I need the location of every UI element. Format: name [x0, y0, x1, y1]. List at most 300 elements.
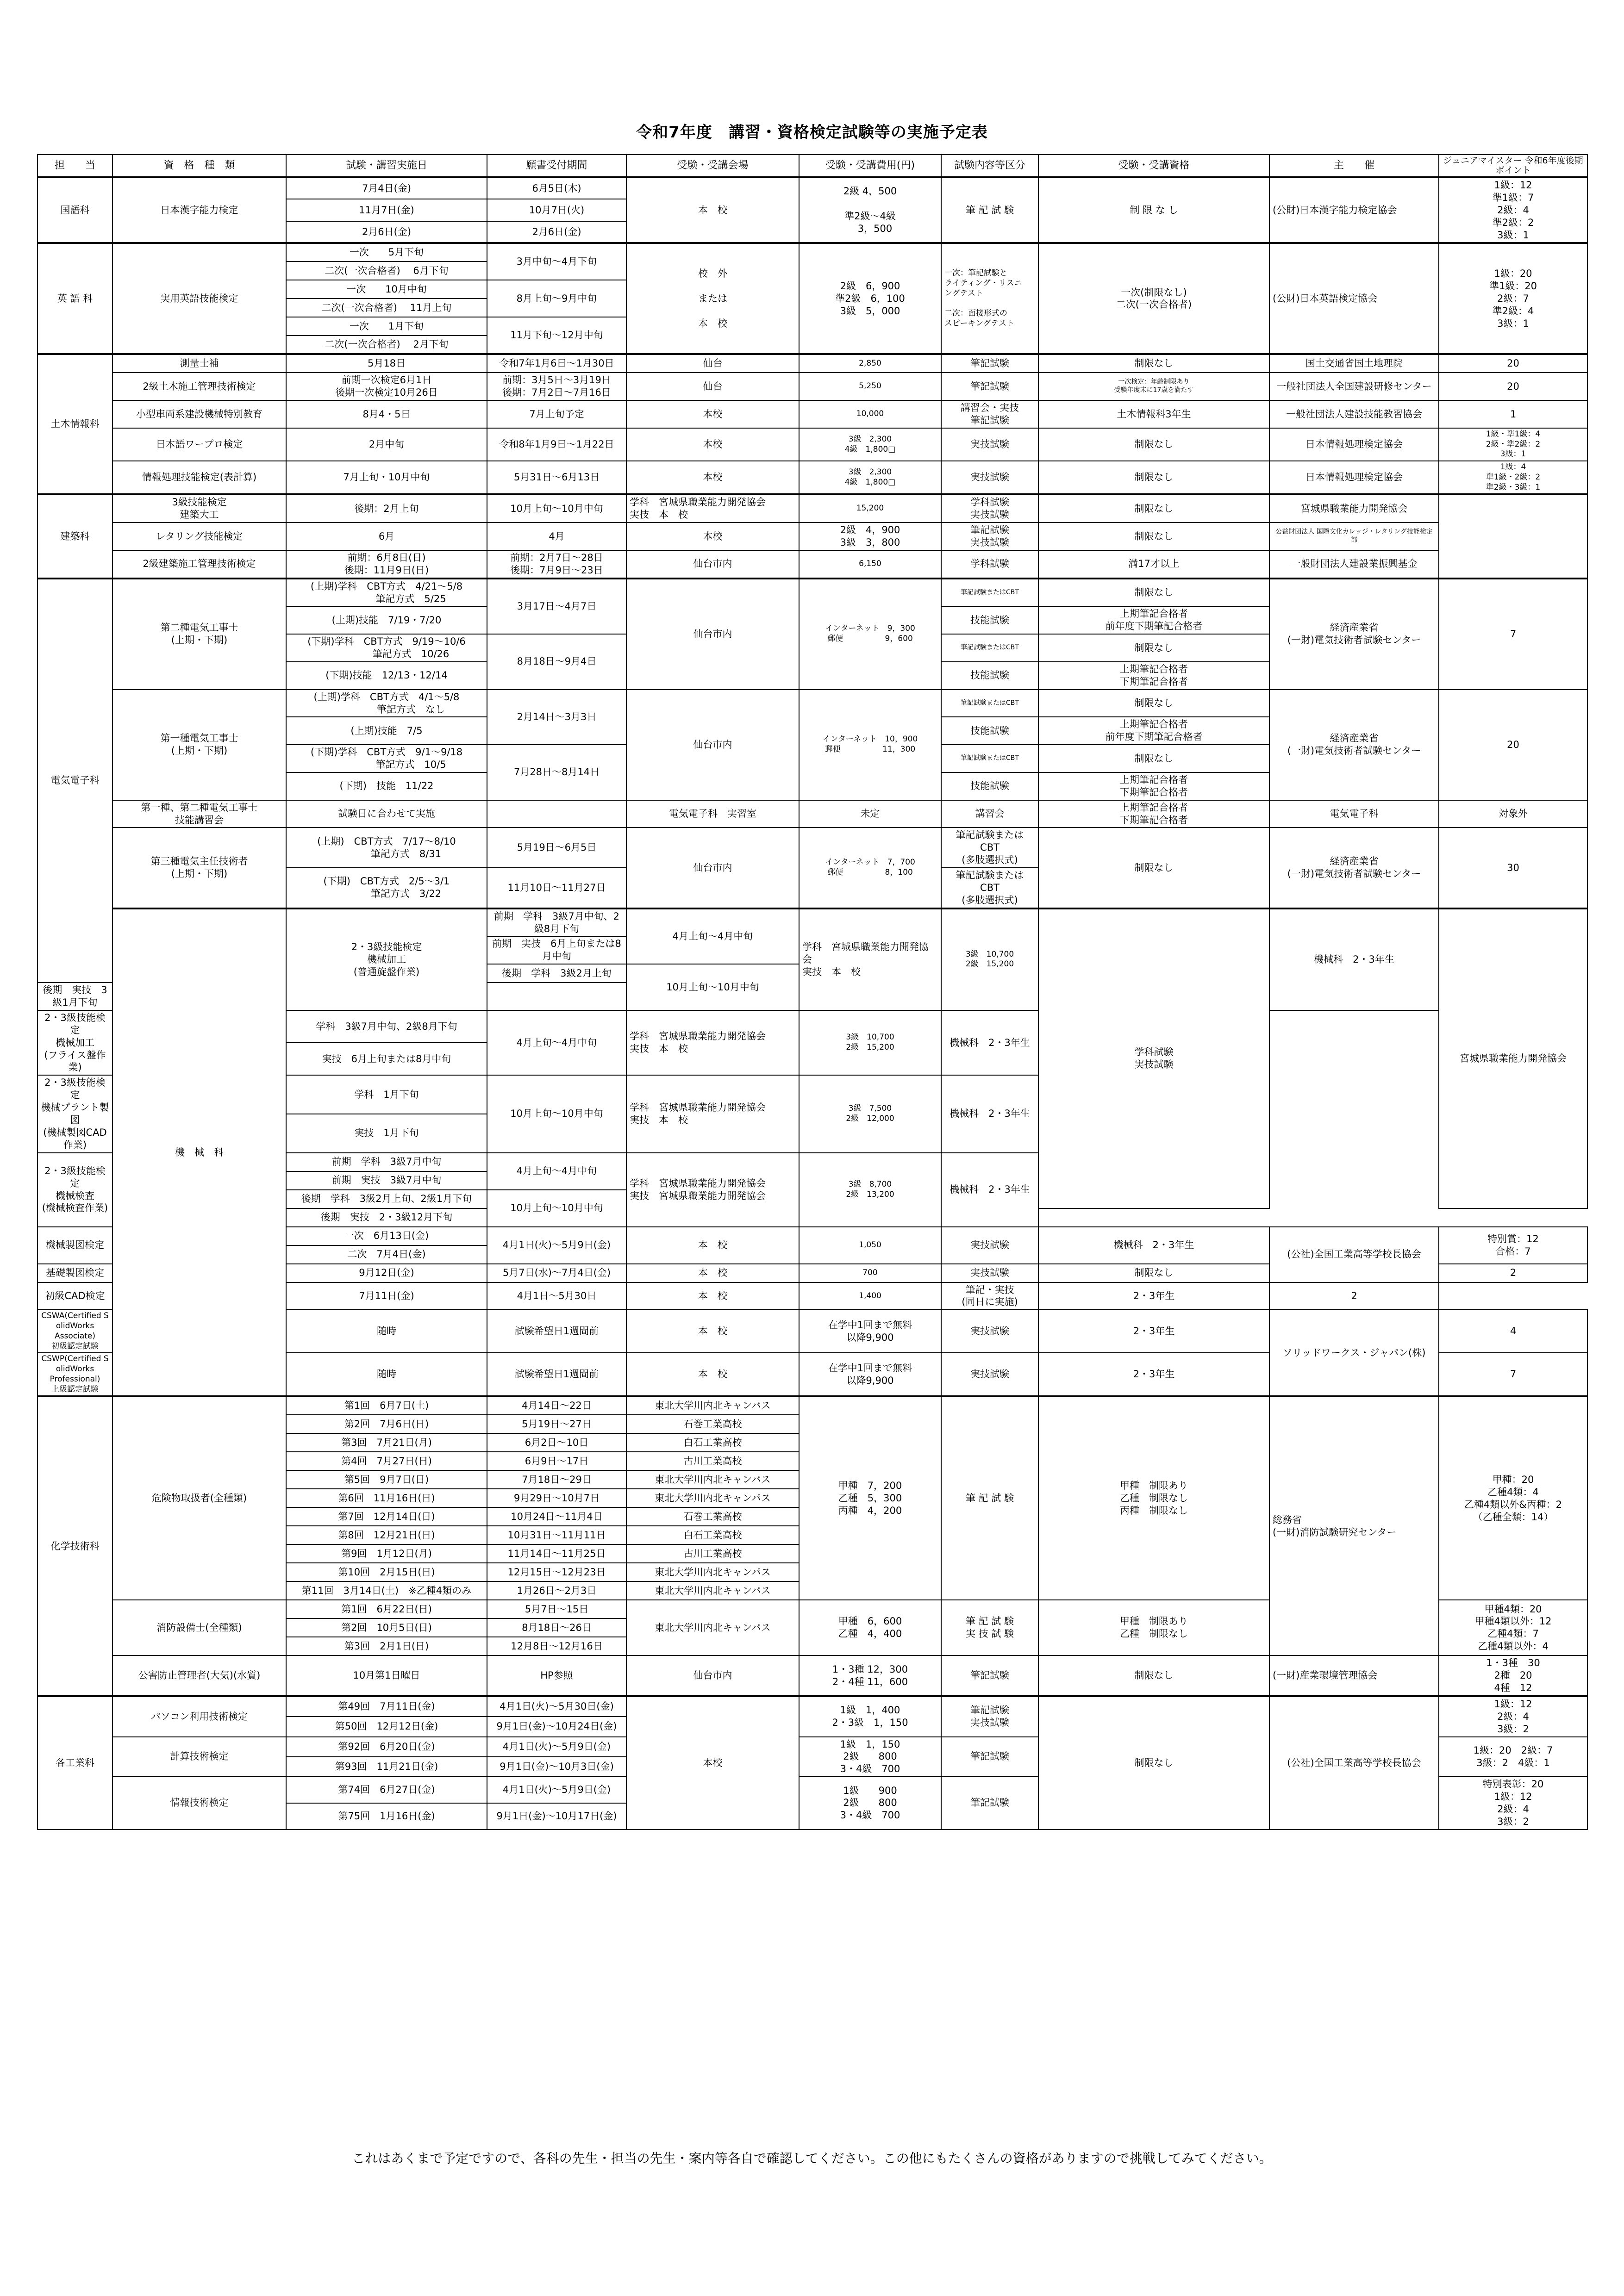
table-cell: 甲種 制限あり 乙種 制限なし 丙種 制限なし — [1038, 1396, 1269, 1600]
table-cell: 一次：筆記試験と ライティング・リスニ ングテスト 二次：面接形式の スピーキングテスト — [941, 243, 1038, 354]
table-cell: 10月第1日曜日 — [286, 1655, 487, 1696]
table-cell: 技能試験 — [941, 717, 1038, 745]
table-cell: 8月18日～9月4日 — [487, 634, 626, 690]
table-cell: 筆記試験またはCBT — [941, 745, 1038, 772]
table-cell: 上期筆記合格者 下期筆記合格者 — [1038, 662, 1269, 690]
table-cell: 6月 — [286, 523, 487, 550]
table-cell: 小型車両系建設機械特別教育 — [112, 400, 286, 428]
table-cell: 第二種電気工事士 (上期・下期) — [112, 579, 286, 690]
table-row — [37, 461, 1587, 494]
table-cell: 3級 8,700 2級 13,200 — [799, 1153, 941, 1227]
table-cell: 測量士補 — [112, 354, 286, 373]
table-cell: 本校 — [626, 1696, 799, 1829]
table-cell: 実技試験 — [941, 1264, 1038, 1282]
table-cell: 校 外 または 本 校 — [626, 243, 799, 354]
table-cell: 筆記試験または CBT (多肢選択式) — [941, 868, 1038, 908]
table-cell: 5月19日～27日 — [487, 1415, 626, 1433]
table-cell: 後期：2月上旬 — [286, 494, 487, 523]
table-cell: 第一種、第二種電気工事士 技能講習会 — [112, 800, 286, 828]
table-cell: 白石工業高校 — [626, 1526, 799, 1544]
header-cell: 受験・受講会場 — [626, 155, 799, 177]
table-cell: 技能試験 — [941, 662, 1038, 690]
table-cell: 試験希望日1週間前 — [487, 1353, 626, 1396]
table-cell: HP参照 — [487, 1655, 626, 1696]
table-cell: 6,150 — [799, 550, 941, 579]
table-cell: 上期筆記合格者 前年度下期筆記合格者 — [1038, 717, 1269, 745]
table-cell: 学科試験 実技試験 — [941, 494, 1038, 523]
header-cell: 受験・受講費用(円) — [799, 155, 941, 177]
table-cell: (上期) CBT方式 7/17～8/10 筆記方式 8/31 — [286, 828, 487, 868]
table-cell: 第11回 3月14日(土) ※乙種4類のみ — [286, 1581, 487, 1600]
table-cell: 2月6日(金) — [487, 221, 626, 243]
table-cell: 電気電子科 — [1269, 800, 1439, 828]
table-cell: 学科試験 実技試験 — [1038, 908, 1269, 1208]
table-cell: 実技 1月下旬 — [286, 1114, 487, 1153]
table-cell: 6月5日(木) — [487, 177, 626, 199]
table-cell: インターネット 9，300 郵便 9，600 — [799, 579, 941, 690]
table-cell: 制限なし — [1038, 354, 1269, 373]
table-row — [37, 177, 1587, 199]
table-cell: 1 — [1439, 400, 1587, 428]
table-cell: (上期)技能 7/19・7/20 — [286, 606, 487, 634]
table-cell: 上期筆記合格者 前年度下期筆記合格者 — [1038, 606, 1269, 634]
table-cell: 一般社団法人建設技能教習協会 — [1269, 400, 1439, 428]
table-cell: 第49回 7月11日(金) — [286, 1696, 487, 1717]
table-cell: 化学技術科 — [37, 1396, 112, 1696]
table-cell: 経済産業省 (一財)電気技術者試験センター — [1269, 690, 1439, 800]
table-cell: 3級技能検定 建築大工 — [112, 494, 286, 523]
table-cell: (上期)学科 CBT方式 4/1～5/8 筆記方式 なし — [286, 690, 487, 717]
table-cell: CSWA(Certified SolidWorks Associate) 初級認定試験 — [37, 1310, 112, 1353]
table-cell: 制限なし — [1038, 494, 1269, 523]
table-cell: 2・3級技能検定 機械加工 (フライス盤作業) — [37, 1010, 112, 1075]
table-cell: 日本情報処理検定協会 — [1269, 428, 1439, 461]
table-cell: 仙台市内 — [626, 550, 799, 579]
table-cell: 在学中1回まで無料 以降9,900 — [799, 1310, 941, 1353]
table-cell: 仙台 — [626, 354, 799, 373]
table-row — [37, 373, 1587, 400]
table-cell: 学科 宮城県職業能力開発協会 実技 本 校 — [626, 1010, 799, 1075]
header-cell: 試験内容等区分 — [941, 155, 1038, 177]
table-cell: 第3回 2月1日(日) — [286, 1637, 487, 1655]
table-row — [37, 354, 1587, 373]
table-cell: 特別賞：12 合格：7 — [1439, 1227, 1587, 1264]
table-cell: 第93回 11月21日(金) — [286, 1757, 487, 1777]
table-cell: 後期 実技 2・3級12月下旬 — [286, 1208, 487, 1227]
header-row — [37, 155, 1587, 177]
table-cell: 7月18日～29日 — [487, 1470, 626, 1489]
table-cell: 1級：4 準1級・2級：2 準2級・3級：1 — [1439, 461, 1587, 494]
table-cell: 石巻工業高校 — [626, 1415, 799, 1433]
table-cell: 制限なし — [1038, 523, 1269, 550]
table-cell: 1級：12 準1級：7 2級：4 準2級：2 3級：1 — [1439, 177, 1587, 243]
table-cell: 筆 記 試 験 実 技 試 験 — [941, 1600, 1038, 1655]
table-cell: 前期一次検定6月1日 後期一次検定10月26日 — [286, 373, 487, 400]
table-cell: 甲種 6，600 乙種 4，400 — [799, 1600, 941, 1655]
table-cell: 古川工業高校 — [626, 1544, 799, 1563]
table-cell: 対象外 — [1439, 800, 1587, 828]
table-cell: 機械科 2・3年生 — [1038, 1227, 1269, 1264]
table-cell: 9月12日(金) — [286, 1264, 487, 1282]
table-cell: 9月1日(金)～10月3日(金) — [487, 1757, 626, 1777]
table-cell: 公益財団法人 国際文化カレッジ・レタリング技能検定部 — [1269, 523, 1439, 550]
table-cell: 制限なし — [1038, 745, 1269, 772]
table-cell: 制限なし — [1038, 428, 1269, 461]
table-cell: 4月1日(火)～5月9日(金) — [487, 1227, 626, 1264]
table-cell — [1439, 494, 1587, 578]
table-cell: 第1回 6月7日(土) — [286, 1396, 487, 1415]
table-cell: 機 械 科 — [112, 908, 286, 1397]
table-cell: 学科 宮城県職業能力開発協会 実技 本 校 — [626, 494, 799, 523]
table-cell: 本校 — [626, 428, 799, 461]
table-cell: 第75回 1月16日(金) — [286, 1803, 487, 1829]
table-cell: 仙台市内 — [626, 828, 799, 908]
header-cell: 受験・受講資格 — [1038, 155, 1269, 177]
table-cell: 第2回 7月6日(日) — [286, 1415, 487, 1433]
table-cell: 3月中旬～4月下旬 — [487, 243, 626, 280]
table-cell: 5,250 — [799, 373, 941, 400]
table-cell: 在学中1回まで無料 以降9,900 — [799, 1353, 941, 1396]
table-cell: 10月上旬～10月中旬 — [487, 1075, 626, 1152]
table-cell: 9月1日(金)～10月24日(金) — [487, 1717, 626, 1737]
table-cell: 国語科 — [37, 177, 112, 243]
table-cell: 実技試験 — [941, 1353, 1038, 1396]
table-cell: 筆記試験 実技試験 — [941, 523, 1038, 550]
table-cell: 甲種 7，200 乙種 5，300 丙種 4，200 — [799, 1396, 941, 1600]
table-cell: 筆 記 試 験 — [941, 1396, 1038, 1600]
table-cell: 第10回 2月15日(日) — [286, 1563, 487, 1581]
table-cell: 3級 10,700 2級 15,200 — [941, 908, 1038, 1010]
table-cell: 11月10日～11月27日 — [487, 868, 626, 908]
table-cell: 4月 — [487, 523, 626, 550]
table-cell: 宮城県職業能力開発協会 — [1269, 494, 1439, 523]
table-cell: 1級：12 2級：4 3級：2 — [1439, 1696, 1587, 1737]
table-cell: 随時 — [286, 1310, 487, 1353]
header-cell: ジュニアマイスター 令和6年度後期ポイント — [1439, 155, 1587, 177]
table-cell: 7月4日(金) — [286, 177, 487, 199]
table-cell: 本 校 — [626, 1310, 799, 1353]
table-cell: 前期：2月7日～28日 後期：7月9日～23日 — [487, 550, 626, 579]
table-cell: 情報処理技能検定(表計算) — [112, 461, 286, 494]
table-cell: 基礎製図検定 — [37, 1264, 112, 1282]
table-cell: 白石工業高校 — [626, 1433, 799, 1452]
table-cell: 4月1日(火)～5月30日(金) — [487, 1696, 626, 1717]
table-cell: 1,400 — [799, 1282, 941, 1310]
table-cell: 前期：6月8日(日) 後期：11月9日(日) — [286, 550, 487, 579]
table-cell: 一次 5月下旬 — [286, 243, 487, 261]
table-cell: 筆記・実技 (同日に実施) — [941, 1282, 1038, 1310]
table-cell: 2,850 — [799, 354, 941, 373]
table-row — [37, 1655, 1587, 1696]
table-cell: 日本漢字能力検定 — [112, 177, 286, 243]
table-cell: 4月1日(火)～5月9日(金) — [487, 1777, 626, 1803]
table-cell: 後期 実技 3級1月下旬 — [37, 983, 112, 1010]
table-cell: 2・3年生 — [1038, 1310, 1269, 1353]
table-cell: 令和8年1月9日～1月22日 — [487, 428, 626, 461]
table-cell: 仙台市内 — [626, 579, 799, 690]
table-cell: 筆記試験またはCBT — [941, 579, 1038, 607]
table-cell: 5月7日～15日 — [487, 1600, 626, 1618]
table-cell: 制限なし — [1038, 579, 1269, 607]
table-cell: 学科 1月下旬 — [286, 1075, 487, 1114]
table-cell: 建築科 — [37, 494, 112, 578]
table-cell: 第9回 1月12日(月) — [286, 1544, 487, 1563]
table-cell: 制限なし — [1038, 1264, 1269, 1282]
table-cell: 3級 10,700 2級 15,200 — [799, 1010, 941, 1075]
table-cell: 制限なし — [1038, 690, 1269, 717]
table-cell: 3級 2,300 4級 1,800□ — [799, 461, 941, 494]
table-cell: 1・3種 12，300 2・4種 11，600 — [799, 1655, 941, 1696]
table-cell: 二次(一次合格者) 6月下旬 — [286, 261, 487, 280]
table-cell: 実用英語技能検定 — [112, 243, 286, 354]
table-cell: 4月上旬～4月中旬 — [626, 908, 799, 964]
table-cell: 10月上旬～10月中旬 — [626, 964, 799, 1010]
table-cell: 4 — [1439, 1310, 1587, 1353]
table-cell: 第74回 6月27日(金) — [286, 1777, 487, 1803]
table-cell: 12月8日～12月16日 — [487, 1637, 626, 1655]
table-cell: 4月14日～22日 — [487, 1396, 626, 1415]
table-cell: 2・3級技能検定 機械加工 (普通旋盤作業) — [286, 908, 487, 1010]
table-row — [37, 828, 1587, 868]
table-cell: 筆記試験 — [941, 1777, 1038, 1829]
table-cell: 5月18日 — [286, 354, 487, 373]
table-cell: 前期 実技 3級7月中旬 — [286, 1171, 487, 1190]
table-cell: 筆記試験またはCBT — [941, 690, 1038, 717]
table-cell: 土木情報科3年生 — [1038, 400, 1269, 428]
table-cell: (下期) CBT方式 2/5～3/1 筆記方式 3/22 — [286, 868, 487, 908]
table-cell: 15,200 — [799, 494, 941, 523]
table-cell: 電気電子科 実習室 — [626, 800, 799, 828]
table-cell: 東北大学川内北キャンパス — [626, 1563, 799, 1581]
table-cell: 4月1日(火)～5月9日(金) — [487, 1737, 626, 1757]
table-cell: 電気電子科 — [37, 579, 112, 983]
table-cell: CSWP(Certified SolidWorks Professional) 上級認定試験 — [37, 1353, 112, 1396]
table-cell: 経済産業省 (一財)電気技術者試験センター — [1269, 828, 1439, 908]
table-cell: 実技 6月上旬または8月中旬 — [286, 1043, 487, 1075]
table-cell: 令和7年1月6日～1月30日 — [487, 354, 626, 373]
table-cell: 11月14日～11月25日 — [487, 1544, 626, 1563]
table-cell: 第1回 6月22日(日) — [286, 1600, 487, 1618]
table-cell: 学科 3級7月中旬、2級8月下旬 — [286, 1010, 487, 1043]
table-cell: 本 校 — [626, 1264, 799, 1282]
table-row — [37, 523, 1587, 550]
table-cell: 制限なし — [1038, 1655, 1269, 1696]
table-cell: 学科 宮城県職業能力開発協会 実技 本 校 — [626, 1075, 799, 1152]
table-cell: 2月14日～3月3日 — [487, 690, 626, 745]
schedule-body — [37, 177, 1587, 1829]
table-cell: 特別表彰：20 1級：12 2級：4 3級：2 — [1439, 1777, 1587, 1829]
table-cell: 30 — [1439, 828, 1587, 908]
table-cell: (公財)日本英語検定協会 — [1269, 243, 1439, 354]
table-cell: 試験希望日1週間前 — [487, 1310, 626, 1353]
footer-note: これはあくまで予定ですので、各科の先生・担当の先生・案内等各自で確認してください。この他にもたくさんの資格がありますので挑戦してみてください。 — [352, 2151, 1272, 2166]
table-cell: (公社)全国工業高等学校長協会 — [1269, 1696, 1439, 1829]
table-cell: 本校 — [626, 400, 799, 428]
table-cell: 第4回 7月27日(日) — [286, 1452, 487, 1470]
table-cell: 前期 学科 3級7月中旬、2級8月下旬 — [487, 908, 626, 937]
table-cell: 筆記試験 — [941, 1655, 1038, 1696]
table-cell: 8月18日～26日 — [487, 1618, 626, 1637]
table-cell: 二次(一次合格者) 2月下旬 — [286, 336, 487, 354]
table-cell: 1級・準1級：4 2級・準2級：2 3級：1 — [1439, 428, 1587, 461]
table-cell: 日本語ワープロ検定 — [112, 428, 286, 461]
table-cell: 消防設備士(全種類) — [112, 1600, 286, 1655]
table-row — [37, 494, 1587, 523]
table-row — [37, 400, 1587, 428]
table-cell: 制限なし — [1038, 1696, 1269, 1829]
table-cell: (公財)日本漢字能力検定協会 — [1269, 177, 1439, 243]
table-cell: 機械科 2・3年生 — [941, 1010, 1038, 1075]
table-cell: 一般財団法人建設業振興基金 — [1269, 550, 1439, 579]
table-cell: (一財)産業環境管理協会 — [1269, 1655, 1439, 1696]
table-cell: 甲種：20 乙種4類：4 乙種4類以外&丙種：2 （乙種全類：14） — [1439, 1396, 1587, 1600]
table-cell: 20 — [1439, 373, 1587, 400]
table-cell: 7月上旬予定 — [487, 400, 626, 428]
table-cell: 1級 1，150 2級 800 3・4級 700 — [799, 1737, 941, 1777]
table-cell: 2・3年生 — [1038, 1282, 1269, 1310]
table-cell: 二次 7月4日(金) — [286, 1245, 487, 1264]
table-cell: 2級 6，900 準2級 6，100 3級 5，000 — [799, 243, 941, 354]
table-cell: 仙台市内 — [626, 1655, 799, 1696]
table-cell: 1月26日～2月3日 — [487, 1581, 626, 1600]
table-cell: 4月上旬～4月中旬 — [487, 1153, 626, 1190]
table-cell: (下期) 技能 11/22 — [286, 772, 487, 800]
table-cell: 筆記試験 — [941, 373, 1038, 400]
table-row — [37, 428, 1587, 461]
table-cell: 上期筆記合格者 下期筆記合格者 — [1038, 772, 1269, 800]
table-cell: 学科 宮城県職業能力開発協会 実技 本 校 — [799, 908, 941, 1010]
table-cell: 後期 学科 3級2月上旬、2級1月下旬 — [286, 1190, 487, 1208]
table-cell: 2・3年生 — [1038, 1353, 1269, 1396]
table-cell: 2 — [1439, 1264, 1587, 1282]
table-cell: 2月中旬 — [286, 428, 487, 461]
table-cell: 東北大学川内北キャンパス — [626, 1600, 799, 1655]
table-cell: 2月6日(金) — [286, 221, 487, 243]
table-row — [37, 1696, 1587, 1717]
header-cell: 担 当 — [37, 155, 112, 177]
table-cell: 筆 記 試 験 — [941, 177, 1038, 243]
table-cell: 2級建築施工管理技術検定 — [112, 550, 286, 579]
table-row — [37, 550, 1587, 579]
table-cell: 11月下旬～12月中旬 — [487, 317, 626, 354]
table-cell: 制限なし — [1038, 828, 1269, 908]
table-cell: 講習会 — [941, 800, 1038, 828]
table-cell: 日本情報処理検定協会 — [1269, 461, 1439, 494]
table-cell: 2・3級技能検定 機械検査 (機械検査作業) — [37, 1153, 112, 1227]
table-cell: 本 校 — [626, 1353, 799, 1396]
table-cell: 1級：20 準1級：20 2級：7 準2級：4 3級：1 — [1439, 243, 1587, 354]
table-cell: 一次検定：年齢制限あり 受験年度末に17歳を満たす — [1038, 373, 1269, 400]
table-cell: 各工業科 — [37, 1696, 112, 1829]
table-cell: 20 — [1439, 354, 1587, 373]
table-cell: 第2回 10月5日(日) — [286, 1618, 487, 1637]
table-cell: 2級 4，900 3級 3，800 — [799, 523, 941, 550]
table-cell: 上期筆記合格者 下期筆記合格者 — [1038, 800, 1269, 828]
table-cell: 二次(一次合格者) 11月上旬 — [286, 299, 487, 317]
table-cell: 5月7日(水)～7月4日(金) — [487, 1264, 626, 1282]
table-cell: 前期 学科 3級7月中旬 — [286, 1153, 487, 1171]
table-cell: 計算技術検定 — [112, 1737, 286, 1777]
table-cell: 東北大学川内北キャンパス — [626, 1470, 799, 1489]
table-cell: 筆記試験またはCBT — [941, 634, 1038, 662]
table-cell: 7 — [1439, 579, 1587, 690]
table-cell: 仙台市内 — [626, 690, 799, 800]
page-title: 令和7年度 講習・資格検定試験等の実施予定表 — [636, 123, 988, 142]
table-cell: 9月29日～10月7日 — [487, 1489, 626, 1507]
table-cell: 学科 宮城県職業能力開発協会 実技 宮城県職業能力開発協会 — [626, 1153, 799, 1227]
table-cell: 700 — [799, 1264, 941, 1282]
table-cell: 実技試験 — [941, 428, 1038, 461]
table-cell: 9月1日(金)～10月17日(金) — [487, 1803, 626, 1829]
table-cell: 国土交通省国土地理院 — [1269, 354, 1439, 373]
table-cell: 10月31日～11月11日 — [487, 1526, 626, 1544]
header-cell: 資 格 種 類 — [112, 155, 286, 177]
table-cell: 第三種電気主任技術者 (上期・下期) — [112, 828, 286, 908]
header-cell: 主 催 — [1269, 155, 1439, 177]
table-cell: 一次 1月下旬 — [286, 317, 487, 336]
table-cell: 10月7日(火) — [487, 199, 626, 221]
table-cell: 公害防止管理者(大気)(水質) — [112, 1655, 286, 1696]
table-row — [37, 800, 1587, 828]
table-cell: 一次 6月13日(金) — [286, 1227, 487, 1245]
table-cell: 後期 学科 3級2月上旬 — [487, 964, 626, 983]
table-cell: 筆記試験 — [941, 354, 1038, 373]
table-cell: 3級 2,300 4級 1,800□ — [799, 428, 941, 461]
table-cell: 総務省 (一財)消防試験研究センター — [1269, 1396, 1439, 1655]
table-cell: 筆記試験 — [941, 1737, 1038, 1777]
header-cell: 試験・講習実施日 — [286, 155, 487, 177]
table-cell: 2 — [1269, 1282, 1439, 1310]
table-cell: 20 — [1439, 690, 1587, 800]
table-cell: 宮城県職業能力開発協会 — [1439, 908, 1587, 1208]
table-cell: 実技試験 — [941, 1227, 1038, 1264]
table-cell: 東北大学川内北キャンパス — [626, 1581, 799, 1600]
table-cell: 未定 — [799, 800, 941, 828]
table-cell: 東北大学川内北キャンパス — [626, 1396, 799, 1415]
table-cell: 英 語 科 — [37, 243, 112, 354]
table-cell: 3級 7,500 2級 12,000 — [799, 1075, 941, 1152]
table-cell: 5月19日～6月5日 — [487, 828, 626, 868]
table-cell: 第8回 12月21日(日) — [286, 1526, 487, 1544]
table-cell — [487, 800, 626, 828]
table-cell: (下期)学科 CBT方式 9/1～9/18 筆記方式 10/5 — [286, 745, 487, 772]
schedule-table — [37, 154, 1588, 1830]
table-row — [37, 243, 1587, 261]
table-cell: 初級CAD検定 — [37, 1282, 112, 1310]
table-cell: 7月上旬・10月中旬 — [286, 461, 487, 494]
table-cell: 1・3種 30 2種 20 4種 12 — [1439, 1655, 1587, 1696]
table-cell: 第一種電気工事士 (上期・下期) — [112, 690, 286, 800]
table-cell: 実技試験 — [941, 1310, 1038, 1353]
table-cell: 一次 10月中旬 — [286, 280, 487, 299]
table-cell: 前期 実技 6月上旬または8月中旬 — [487, 936, 626, 964]
table-cell: 11月7日(金) — [286, 199, 487, 221]
table-cell: 8月4・5日 — [286, 400, 487, 428]
table-cell: 講習会・実技 筆記試験 — [941, 400, 1038, 428]
table-cell: 10月24日～11月4日 — [487, 1507, 626, 1526]
table-cell: 機械科 2・3年生 — [1269, 908, 1439, 1010]
table-cell: 筆記試験または CBT (多肢選択式) — [941, 828, 1038, 868]
table-cell: 第3回 7月21日(月) — [286, 1433, 487, 1452]
table-cell: 10月上旬～10月中旬 — [487, 494, 626, 523]
table-cell: 本校 — [626, 461, 799, 494]
table-cell: 5月31日～6月13日 — [487, 461, 626, 494]
table-cell: 7月28日～8月14日 — [487, 745, 626, 800]
table-cell: 4月上旬～4月中旬 — [487, 1010, 626, 1075]
table-cell: 制限なし — [1038, 634, 1269, 662]
table-cell: 8月上旬～9月中旬 — [487, 280, 626, 317]
table-row — [37, 908, 1587, 937]
